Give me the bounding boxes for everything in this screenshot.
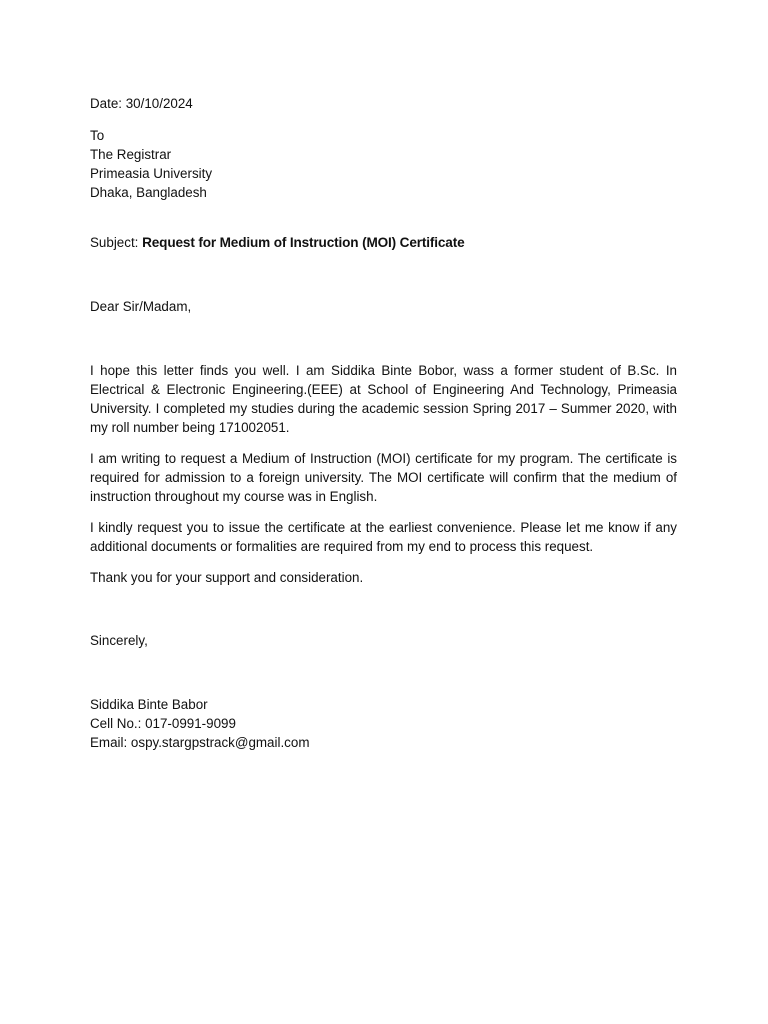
letter-date: Date: 30/10/2024 <box>90 96 193 111</box>
recipient-address <box>90 126 677 202</box>
subject-label: Subject: <box>90 235 143 250</box>
signature-email: Email: ospy.stargpstrack@gmail.com <box>90 735 310 750</box>
closing: Sincerely, <box>90 633 148 648</box>
recipient-title: The Registrar <box>90 147 172 162</box>
paragraph-thanks: Thank you for your support and consideration. <box>90 570 364 585</box>
paragraph-intro: I hope this letter finds you well. I am Siddika Binte Bobor, wass a former student of B.Sc. In Electrical & Electronic Engineering.(EEE) at School of Engineering And Technology, Primeasia University. I completed my studies during the academic session Spring 2017 – Summer 2020, with my roll number being 171002051. <box>90 363 677 435</box>
paragraph-request: I am writing to request a Medium of Instruction (MOI) certificate for my program. The certificate is required for admission to a foreign university. The MOI certificate will confirm that the medium of instruction throughout my course was in English. <box>90 451 677 504</box>
greeting: Dear Sir/Madam, <box>90 299 192 314</box>
recipient-to: To <box>90 128 105 143</box>
signature-name: Siddika Binte Babor <box>90 697 208 712</box>
subject-text: Request for Medium of Instruction (MOI) Certificate <box>142 235 465 250</box>
letter-body <box>90 94 677 752</box>
paragraph-kindly-request: I kindly request you to issue the certificate at the earliest convenience. Please let me know if any additional documents or formalities are required from my end to process this request. <box>90 520 677 554</box>
subject-line <box>90 233 677 252</box>
recipient-institution: Primeasia University <box>90 166 213 181</box>
signature-block <box>90 695 677 752</box>
recipient-location: Dhaka, Bangladesh <box>90 185 207 200</box>
signature-cell: Cell No.: 017-0991-9099 <box>90 716 236 731</box>
